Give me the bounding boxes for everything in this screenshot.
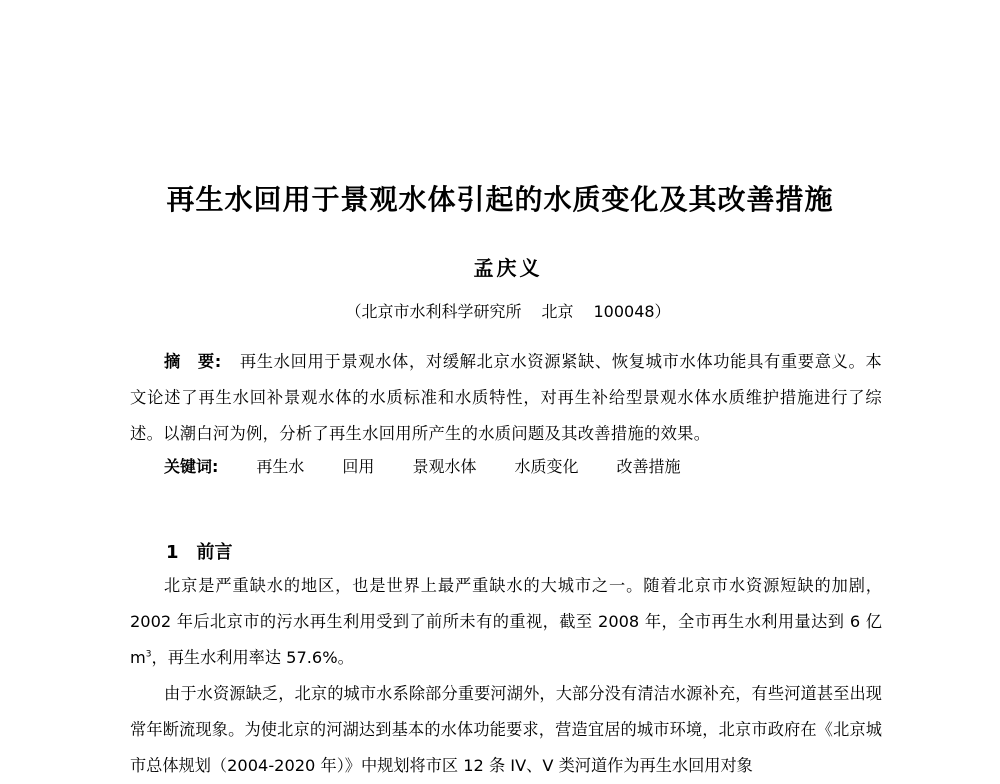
keyword: 再生水: [256, 457, 305, 476]
keyword: 水质变化: [514, 457, 579, 476]
keyword: 改善措施: [616, 457, 681, 476]
section-heading: [166, 538, 233, 564]
abstract-text: 再生水回用于景观水体，对缓解北京水资源紧缺、恢复城市水体功能具有重要意义。本文论述了再生水回补景观水体的水质标准和水质特性，对再生补给型景观水体水质维护措施进行了综述。以潮白河为例，分析了再生水回用所产生的水质问题及其改善措施的效果。: [130, 352, 883, 443]
abstract-label: 摘 要:: [164, 352, 222, 371]
keywords-label: 关键词:: [164, 457, 219, 476]
superscript: 3: [145, 649, 152, 660]
abstract: [130, 344, 882, 452]
affiliation-city: 北京: [541, 302, 574, 321]
affiliation: [0, 299, 1000, 322]
paragraph-text: 北京是严重缺水的地区，也是世界上最严重缺水的大城市之一。随着北京市水资源短缺的加剧，2002 年后北京市的污水再生利用受到了前所未有的重视，截至 2008 年，全市再生水利用量达到 6 亿 m: [130, 576, 882, 667]
section-number: 1: [166, 542, 179, 563]
paragraph: 由于水资源缺乏，北京的城市水系除部分重要河湖外，大部分没有清洁水源补充，有些河道甚至出现常年断流现象。为使北京的河湖达到基本的水体功能要求，营造宜居的城市环境，北京市政府在《北京城市总体规划（2004-2020 年）》中规划将市区 12 条 IV、V 类河道作为再生水回用对象: [130, 684, 882, 775]
body-text: [130, 568, 882, 784]
affiliation-zip: 100048）: [593, 302, 671, 321]
paper-title: 再生水回用于景观水体引起的水质变化及其改善措施: [166, 183, 834, 216]
paragraph: [130, 568, 882, 676]
keyword: 回用: [342, 457, 375, 476]
author: 孟庆义: [473, 256, 543, 280]
section-title: 前言: [196, 542, 233, 563]
keywords: [164, 454, 718, 477]
keyword: 景观水体: [412, 457, 477, 476]
affiliation-org: （北京市水利科学研究所: [345, 302, 522, 321]
paragraph-text: ，再生水利用率达 57.6%。: [151, 648, 354, 667]
